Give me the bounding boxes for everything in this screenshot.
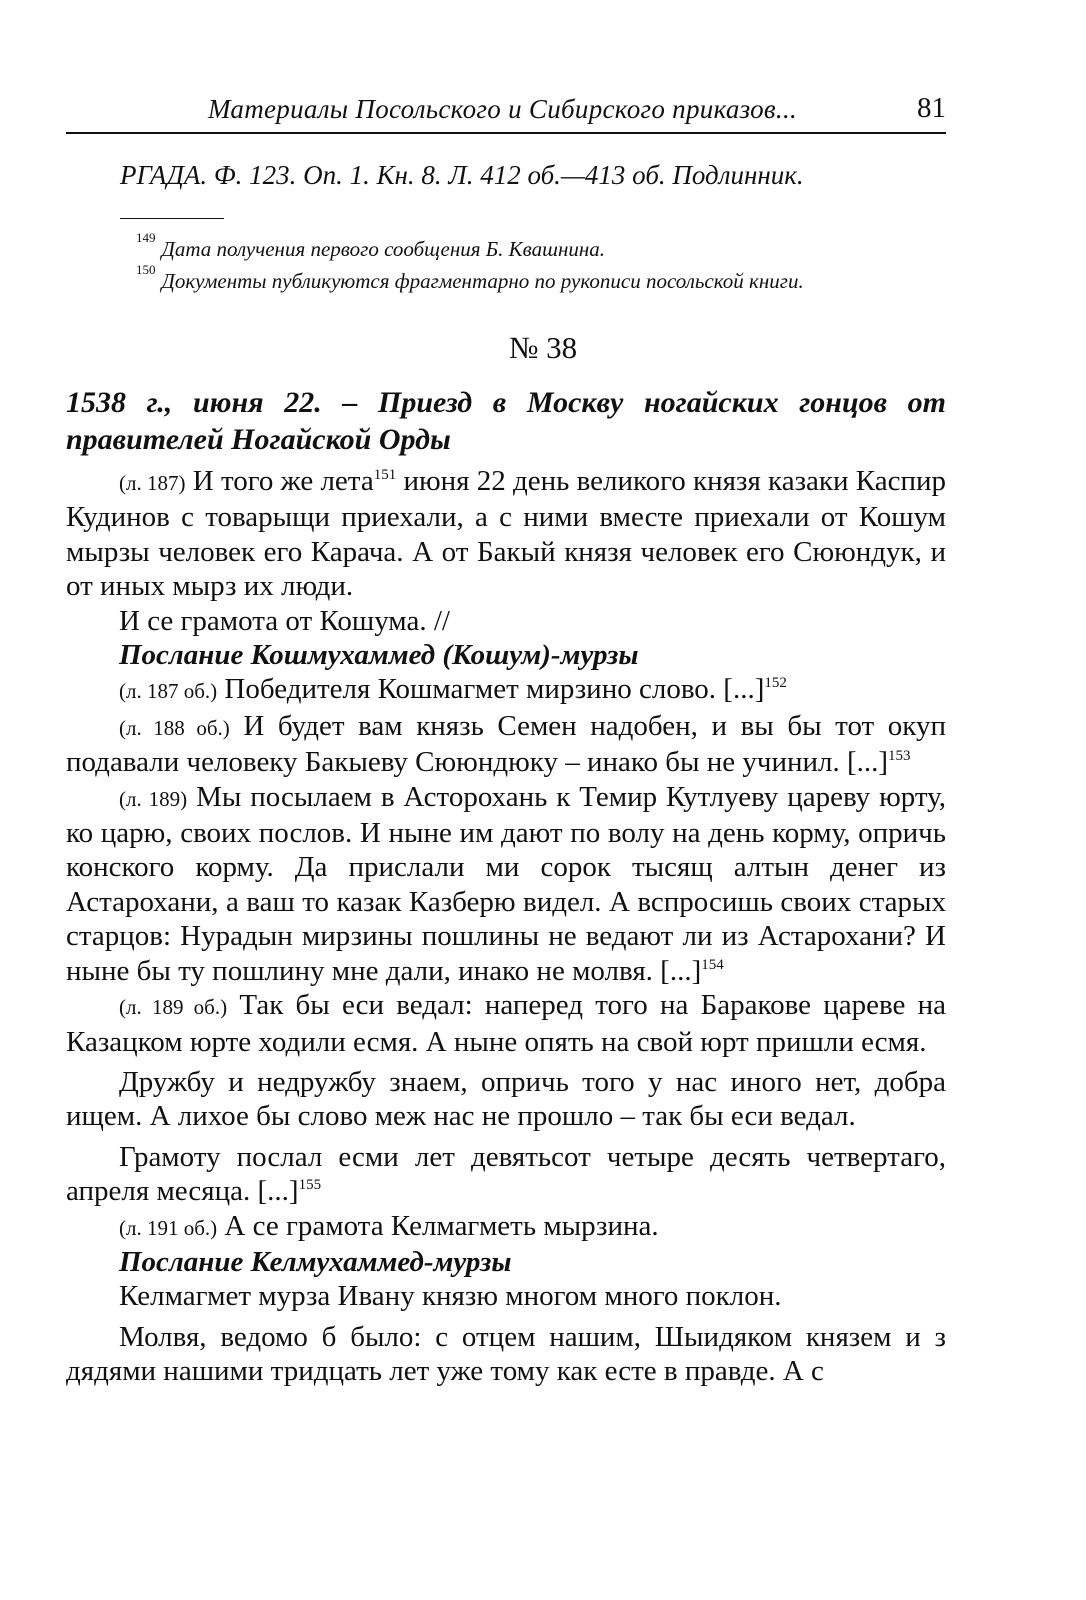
- paragraph: [66, 1065, 946, 1134]
- paragraph-text: И будет вам князь Семен надобен, и вы бы тот окуп подавали человеку Бакыеву Сююндюку – инако бы не учинил. [...]: [66, 709, 947, 779]
- paragraph-text: Победителя Кошмагмет мирзино слово. [...]: [224, 673, 765, 706]
- paragraph: [66, 988, 946, 1059]
- paragraph: [66, 672, 946, 708]
- paragraph-text: июня 22 день великого князя казаки Каспир Кудинов с товарыщи приехали, а с ними вместе приехали от Кошум мырзы человек его Карача. А от Бакый князя человек его Сююндук, и от иных мырз их люди.: [66, 465, 946, 603]
- section-heading: Послание Келмухаммед-мурзы: [119, 1245, 512, 1278]
- footnote-ref: 152: [764, 675, 787, 692]
- document-title: 1538 г., июня 22. – Приезд в Москву ногайских гонцов от правителей Ногайской Орды: [66, 386, 946, 456]
- paragraph-text: Молвя, ведомо б было: с отцем нашим, Шыидяком князем и з дядями нашими тридцать лет уже тому как есте в правде. А с: [66, 1320, 946, 1388]
- paragraph: [66, 1140, 946, 1209]
- footnote-text: Дата получения первого сообщения Б. Квашнина.: [161, 237, 606, 261]
- page-number: 81: [917, 92, 946, 124]
- paragraph-text: И се грамота от Кошума. //: [119, 604, 450, 637]
- document-number: № 38: [508, 330, 578, 365]
- footnote-text: Документы публикуются фрагментарно по рукописи посольской книги.: [161, 269, 804, 293]
- archive-reference: РГАДА. Ф. 123. Оп. 1. Кн. 8. Л. 412 об.—413 об. Подлинник.: [120, 160, 804, 190]
- paragraph-text: Мы посылаем в Асторохань к Темир Кутлуеву цареву юрту, ко царю, своих послов. И ныне им дают по волу на день корму, опричь конского корму. Да прислали ми сорок тысящ алтын денег из Астарохани, а ваш то казак Казберю видел. А вспросишь своих старых старцов: Нурадын мирзины пошлины не ведают ли из Астарохани? И ныне бы ту пошлину мне дали, инако не молвя. [...]: [66, 780, 947, 987]
- paragraph: [66, 1320, 946, 1389]
- paragraph: [66, 780, 946, 988]
- section-heading: Послание Кошмухаммед (Кошум)-мурзы: [119, 639, 639, 672]
- paragraph: [66, 464, 946, 604]
- folio-mark: (л. 187 об.): [119, 679, 218, 704]
- paragraph-text: Дружбу и недружбу знаем, опричь того у нас иного нет, добра ищем. А лихое бы слово меж нас не прошло – так бы еси ведал.: [66, 1065, 946, 1133]
- paragraph-text: И того же лета: [192, 465, 374, 497]
- running-header: [66, 86, 946, 134]
- running-title: Материалы Посольского и Сибирского приказов...: [208, 94, 798, 124]
- paragraph: [66, 709, 946, 780]
- paragraph-text: Келмагмет мурза Ивану князю многом много поклон.: [119, 1280, 782, 1313]
- folio-mark: (л. 189): [119, 786, 188, 811]
- footnote-149: [136, 230, 606, 262]
- footnote-ref: 154: [701, 956, 724, 973]
- document-body: [66, 464, 946, 1389]
- paragraph-text: Грамоту послал есми лет девятьсот четыре десять четвертаго, апреля месяца. [...]: [66, 1140, 946, 1208]
- paragraph: [66, 1209, 946, 1245]
- folio-mark: (л. 188 об.): [119, 715, 230, 740]
- footnote-150: [136, 262, 804, 294]
- footnote-ref: 155: [298, 1177, 322, 1194]
- footnote-number: 150: [136, 262, 156, 277]
- folio-mark: (л. 187): [119, 471, 186, 495]
- footnote-ref: 151: [373, 467, 397, 483]
- footnote-ref: 153: [888, 748, 911, 765]
- paragraph: [66, 604, 946, 638]
- paragraph-text: А се грамота Келмагметь мырзина.: [224, 1209, 659, 1242]
- folio-mark: (л. 189 об.): [119, 995, 228, 1020]
- folio-mark: (л. 191 об.): [119, 1215, 218, 1240]
- footnote-rule: [120, 218, 224, 219]
- paragraph-text: Так бы еси ведал: наперед того на Баракове цареве на Казацком юрте ходили есмя. А ныне опять на свой юрт пришли есмя.: [66, 989, 946, 1058]
- footnote-number: 149: [136, 230, 156, 245]
- paragraph: [66, 1279, 946, 1313]
